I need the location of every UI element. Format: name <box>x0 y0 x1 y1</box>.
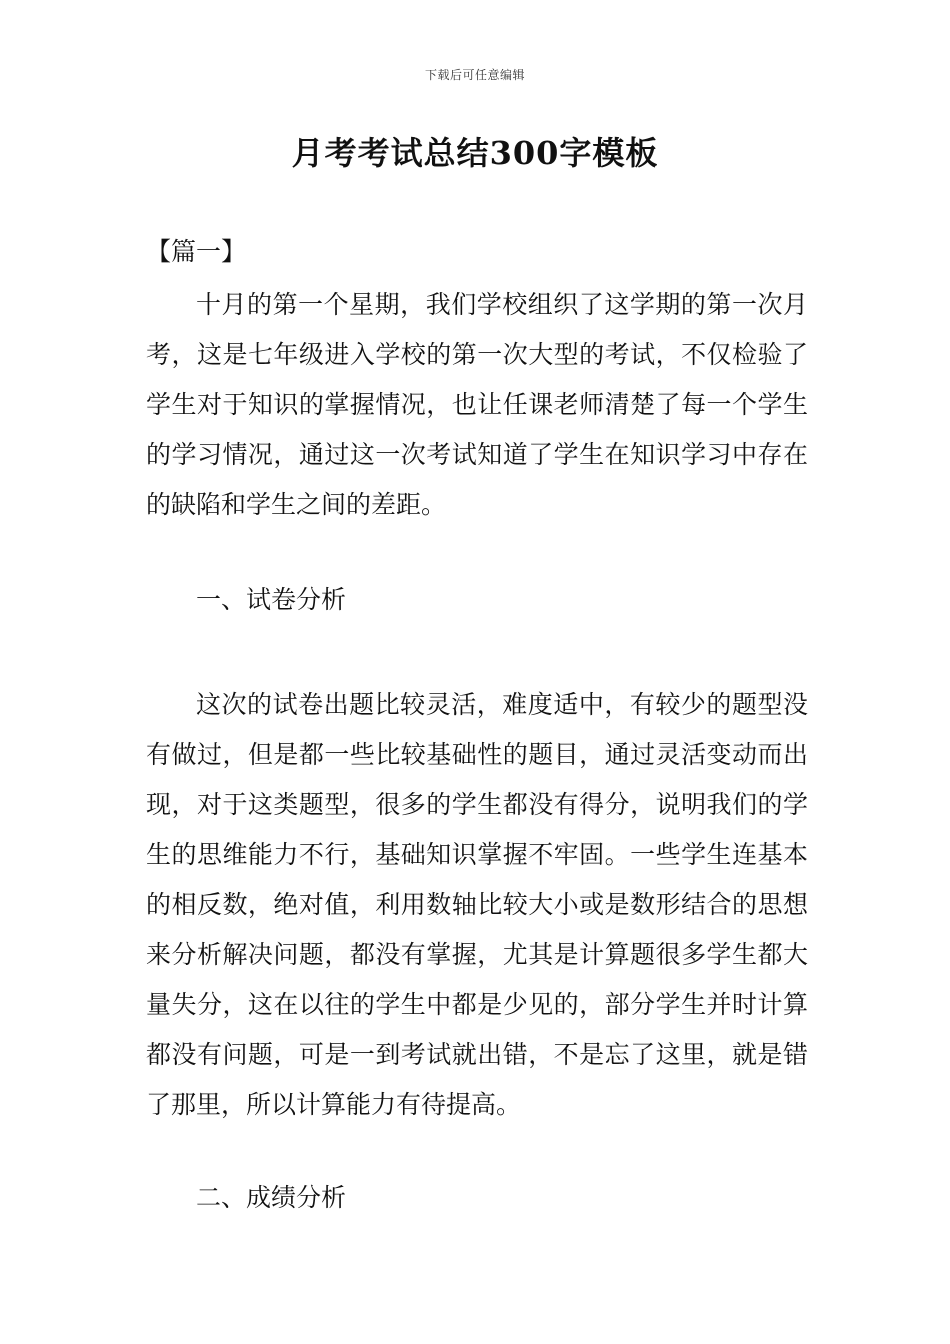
heading-score-analysis: 二、成绩分析 <box>196 1183 347 1212</box>
paragraph-intro: 十月的第一个星期，我们学校组织了这学期的第一次月考，这是七年级进入学校的第一次大型的考试，不仅检验了学生对于知识的掌握情况，也让任课老师清楚了每一个学生的学习情况，通过这一次考试知道了学生在知识学习中存在的缺陷和学生之间的差距。 <box>146 290 808 519</box>
heading-paper-analysis: 一、试卷分析 <box>196 585 347 614</box>
paragraph-paper-analysis: 这次的试卷出题比较灵活，难度适中，有较少的题型没有做过，但是都一些比较基础性的题目，通过灵活变动而出现，对于这类题型，很多的学生都没有得分，说明我们的学生的思维能力不行，基础知识掌握不牢固。一些学生连基本的相反数，绝对值，利用数轴比较大小或是数形结合的思想来分析解决问题，都没有掌握，尤其是计算题很多学生都大量失分，这在以往的学生中都是少见的，部分学生并时计算都没有问题，可是一到考试就出错，不是忘了这里，就是错了那里，所以计算能力有待提高。 <box>146 690 808 1119</box>
document-title: 月考考试总结300字模板 <box>291 134 659 172</box>
section-label: 【篇一】 <box>146 237 247 266</box>
header-note: 下载后可任意编辑 <box>424 68 525 82</box>
